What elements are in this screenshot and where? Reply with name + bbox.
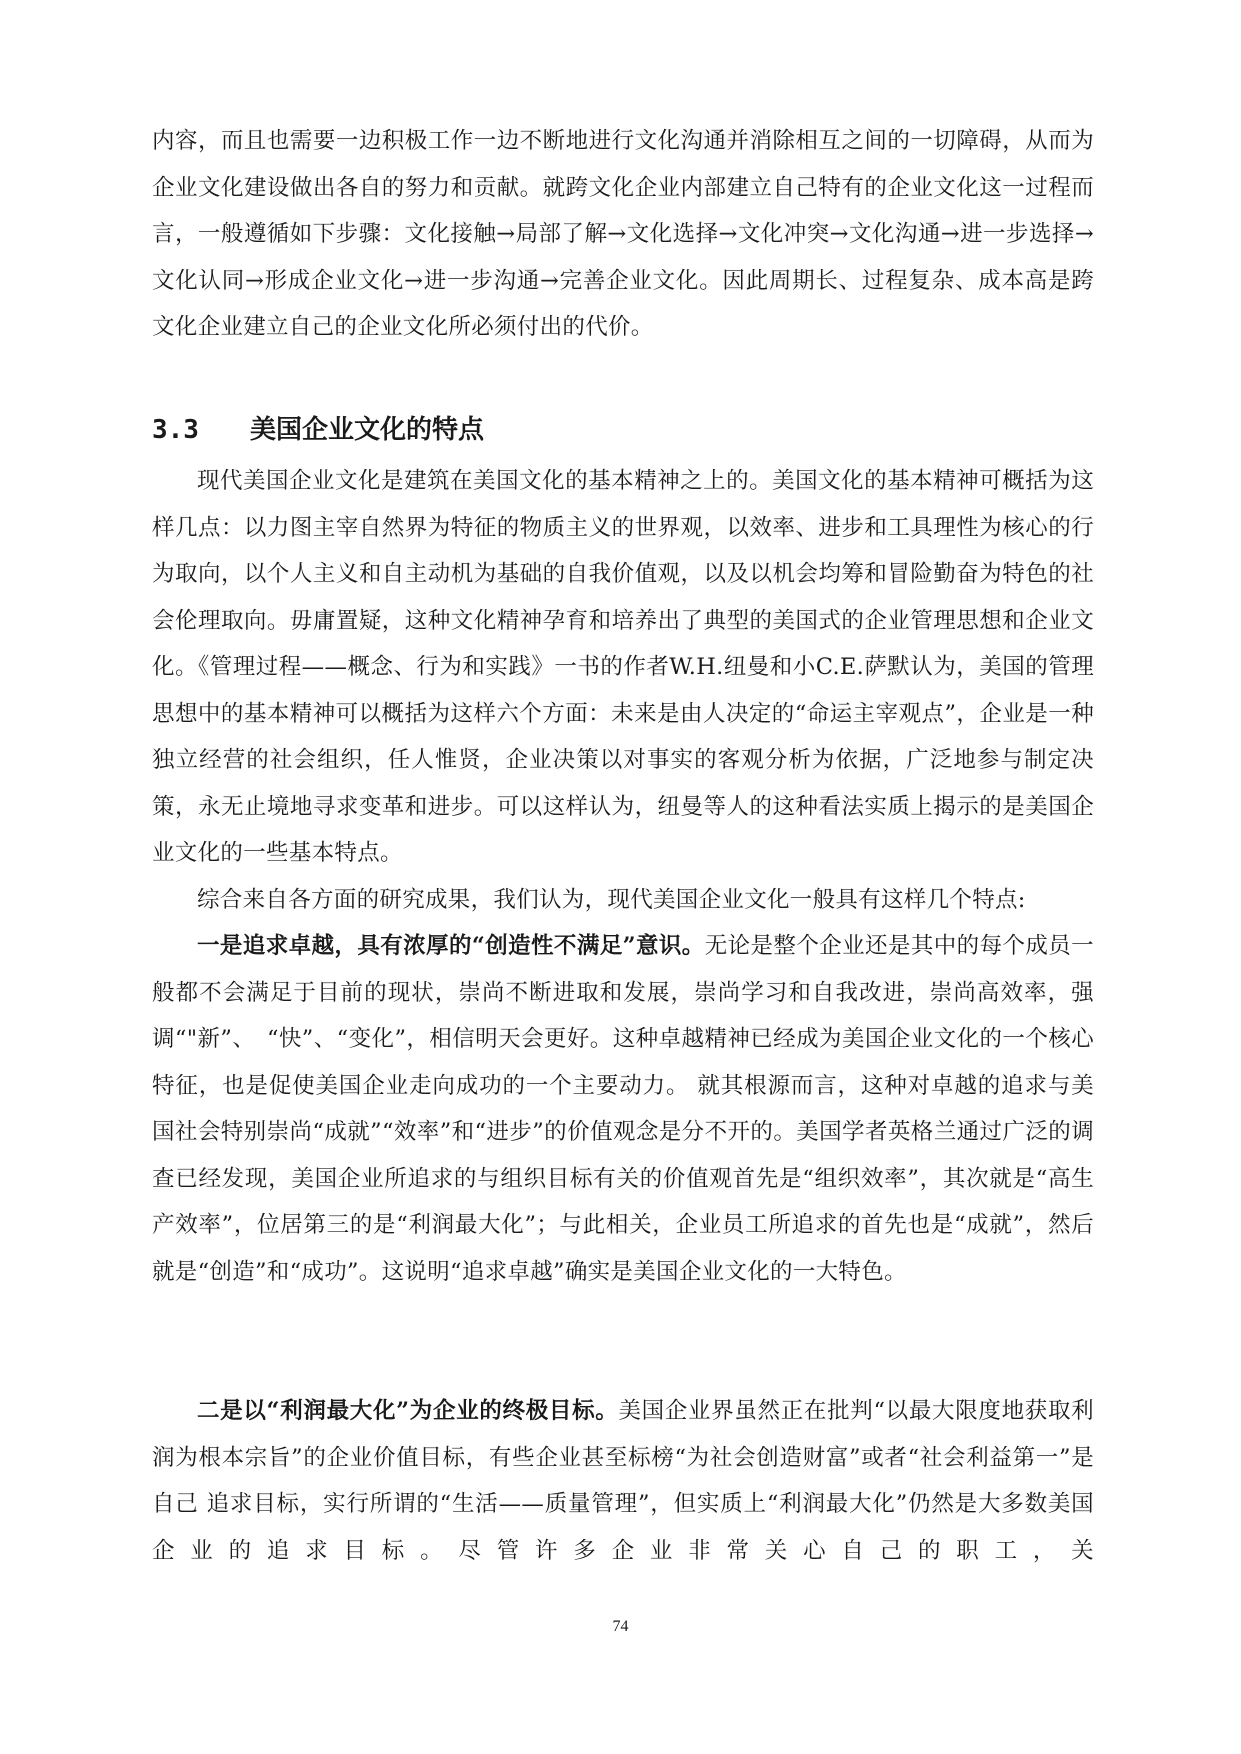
paragraph-summary: 综合来自各方面的研究成果，我们认为，现代美国企业文化一般具有这样几个特点: [197,887,1026,913]
section-heading [152,410,484,450]
section-title: 美国企业文化的特点 [250,415,485,445]
paragraph-american-culture: 现代美国企业文化是建筑在美国文化的基本精神之上的。美国文化的基本精神可概括为这样几点：以力图主宰自然界为特征的物质主义的世界观，以效率、进步和工具理性为核心的行为取向，以个人主义和自主动机为基础的自我价值观，以及以机会均筹和冒险勤奋为特色的社会伦理取向。毋庸置疑，这种文化精神孕育和培养出了典型的美国式的企业管理思想和企业文化。《管理过程——概念、行为和实践》一书的作者W.H.纽曼和小C.E.萨默认为，美国的管理思想中的基本精神可以概括为这样六个方面：未来是由人决定的“命运主宰观点”，企业是一种独立经营的社会组织，任人惟贤，企业决策以对事实的客观分析为依据，广泛地参与制定决策，永无止境地寻求变革和进步。可以这样认为，纽曼等人的这种看法实质上揭示的是美国企业文化的一些基本特点。 [152,468,1094,866]
feature-2-text: 美国企业界虽然正在批判“以最大限度地获取利润为根本宗旨”的企业价值目标，有些企业甚至标榜“为社会创造财富”或者“社会利益第一”是自己 追求目标，实行所谓的“生活——质量管理”，但实质上“利润最大化”仍然是大多数美国企业的追求目标。尽管许多企业非常关心自己的职工，关 [152,1398,1094,1564]
paragraph-feature-1 [152,923,1094,1295]
paragraph-feature-2 [152,1388,1094,1574]
feature-1-lead: 一是追求卓越，具有浓厚的“创造性不满足”意识。 [197,933,705,959]
intro-paragraph: 内容，而且也需要一边积极工作一边不断地进行文化沟通并消除相互之间的一切障碍，从而为企业文化建设做出各自的努力和贡献。就跨文化企业内部建立自己特有的企业文化这一过程而言，一般遵循如下步骤：文化接触→局部了解→文化选择→文化冲突→文化沟通→进一步选择→文化认同→形成企业文化→进一步沟通→完善企业文化。因此周期长、过程复杂、成本高是跨文化企业建立自己的企业文化所必须付出的代价。 [152,128,1094,340]
page-number: 74 [612,1618,629,1635]
section-number: 3.3 [152,415,199,445]
feature-2-lead: 二是以“利润最大化”为企业的终极目标。 [197,1398,619,1424]
feature-1-text: 无论是整个企业还是其中的每个成员一般都不会满足于目前的现状，崇尚不断进取和发展，崇尚学习和自我改进，崇尚高效率，强调“"新”、 “快”、“变化”，相信明天会更好。这种卓越精神已经成为美国企业文化的一个核心特征，也是促使美国企业走向成功的一个主要动力。 就其根源而言，这种对卓越的追求与美国社会特别崇尚“成就”“效率”和“进步”的价值观念是分不开的。美国学者英格兰通过广泛的调查已经发现，美国企业所追求的与组织目标有关的价值观首先是“组织效率”，其次就是“高生产效率”，位居第三的是“利润最大化”；与此相关，企业员工所追求的首先也是“成就”，然后就是“创造”和“成功”。这说明“追求卓越”确实是美国企业文化的一大特色。 [152,933,1094,1285]
